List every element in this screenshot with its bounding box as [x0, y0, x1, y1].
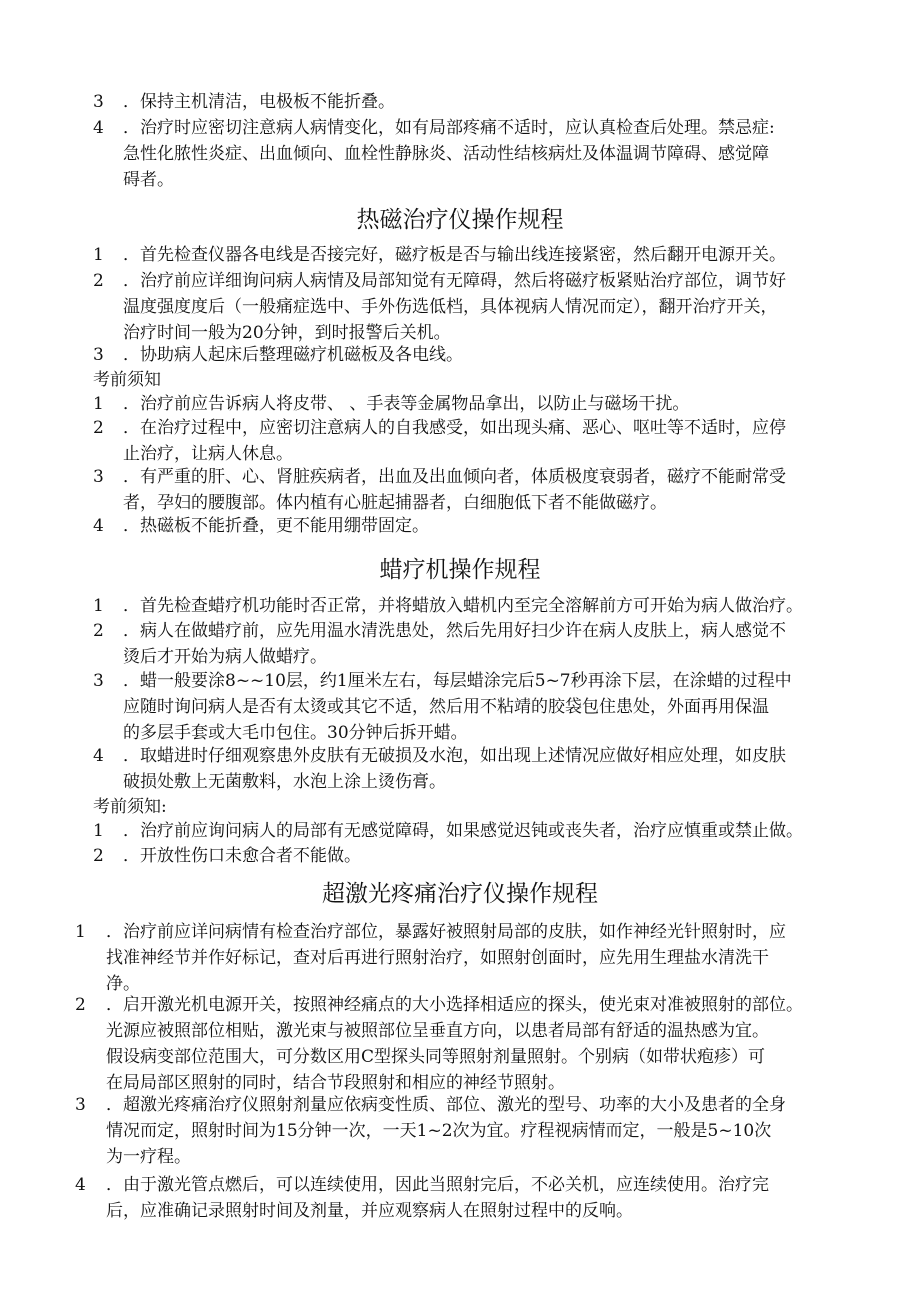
laser-item-2: [75, 992, 815, 1096]
item-number: 3: [93, 92, 107, 112]
item-text: ．超激光疼痛治疗仪照射剂量应依病变性质、部位、激光的型号、功率的大小及患者的全身: [106, 1095, 786, 1115]
item-number: 3: [93, 467, 107, 487]
thermo-item-2: [93, 268, 833, 346]
item-text: 为一疗程。: [106, 1147, 191, 1167]
thermo-note-1: [93, 391, 833, 417]
wax-note-heading: 考前须知:: [93, 797, 167, 817]
item-text: 碍者。: [123, 170, 174, 190]
item-text: ．启开激光机电源开关，按照神经痛点的大小选择相适应的探头，使光束对准被照射的部位。: [106, 995, 803, 1015]
item-text: ．协助病人起床后整理磁疗机磁板及各电线。: [123, 345, 463, 365]
item-number: 3: [75, 1095, 89, 1115]
item-number: 4: [93, 516, 107, 536]
wax-item-3: [93, 668, 833, 746]
item-text: ．治疗时应密切注意病人病情变化，如有局部疼痛不适时，应认真检查后处理。禁忌症:: [123, 118, 775, 138]
laser-item-4: [75, 1172, 815, 1224]
section-title-thermo: 热磁治疗仪操作规程: [356, 207, 564, 233]
item-number: 4: [75, 1175, 89, 1195]
item-text: ．治疗前应询问病人的局部有无感觉障碍，如果感觉迟钝或丧失者，治疗应慎重或禁止做。: [123, 821, 803, 841]
item-number: 1: [93, 245, 107, 265]
wax-item-1: [93, 593, 833, 619]
item-text: 在局局部区照射的同时，结合节段照射和相应的神经节照射。: [106, 1073, 565, 1093]
item-text: 者，孕妇的腰腹部。体内植有心脏起捕器者，白细胞低下者不能做磁疗。: [123, 493, 667, 513]
top-item-3: [93, 89, 833, 115]
item-text: ．保持主机清洁，电极板不能折叠。: [123, 92, 395, 112]
item-text: 假设病变部位范围大，可分数区用C型探头同等照射剂量照射。个别病（如带状疱疹）可: [106, 1047, 766, 1067]
item-text: ．开放性伤口未愈合者不能做。: [123, 846, 361, 866]
item-text: ．取蜡进时仔细观察患外皮肤有无破损及水泡，如出现上述情况应做好相应处理，如皮肤: [123, 746, 786, 766]
item-text: ．治疗前应详细询问病人病情及局部知觉有无障碍，然后将磁疗板紧贴治疗部位，调节好: [123, 271, 786, 291]
item-text: ．在治疗过程中，应密切注意病人的自我感受，如出现头痛、恶心、呕吐等不适时，应停: [123, 418, 786, 438]
item-number: 2: [93, 621, 107, 641]
thermo-item-3: [93, 342, 833, 368]
item-number: 3: [93, 671, 107, 691]
item-number: 3: [93, 345, 107, 365]
item-text: ．由于激光管点燃后，可以连续使用，因此当照射完后，不必关机，应连续使用。治疗完: [106, 1175, 769, 1195]
item-number: 1: [93, 394, 107, 414]
laser-item-3: [75, 1092, 815, 1170]
item-text: 温度强度度后（一般痛症选中、手外伤选低档，具体视病人情况而定），翻开治疗开关，: [123, 297, 778, 317]
item-text: 止治疗，让病人休息。: [123, 444, 293, 464]
item-text: ．蜡一般要涂8~~10层，约1厘米左右，每层蜡涂完后5~7秒再涂下层，在涂蜡的过程中: [123, 671, 792, 691]
item-number: 2: [93, 846, 107, 866]
item-text: ．有严重的肝、心、肾脏疾病者，出血及出血倾向者，体质极度衰弱者，磁疗不能耐常受: [123, 467, 786, 487]
item-text: 后，应准确记录照射时间及剂量，并应观察病人在照射过程中的反响。: [106, 1201, 633, 1221]
section-title-laser: 超激光疼痛治疗仪操作规程: [322, 881, 598, 907]
item-number: 4: [93, 746, 107, 766]
item-text: 急性化脓性炎症、出血倾向、血栓性静脉炎、活动性结核病灶及体温调节障碍、感觉障: [123, 144, 769, 164]
item-text: ．治疗前应告诉病人将皮带、 、手表等金属物品拿出，以防止与磁场干扰。: [123, 394, 690, 414]
item-text: 情况而定，照射时间为15分钟一次，一天1~2次为宜。疗程视病情而定，一般是5~10次: [106, 1121, 772, 1141]
item-text: 光源应被照部位相贴，激光束与被照部位呈垂直方向，以患者局部有舒适的温热感为宜。: [106, 1021, 769, 1041]
thermo-note-4: [93, 513, 833, 539]
item-text: 应随时询问病人是否有太烫或其它不适，然后用不粘靖的胶袋包住患处，外面再用保温: [123, 697, 769, 717]
wax-note-1: [93, 818, 833, 844]
thermo-note-3: [93, 464, 833, 516]
item-text: 烫后才开始为病人做蜡疗。: [123, 647, 327, 667]
item-text: 破损处敷上无菌敷料，水泡上涂上烫伤膏。: [123, 772, 446, 792]
item-number: 4: [93, 118, 107, 138]
item-number: 2: [75, 995, 89, 1015]
item-text: ．首先检查蜡疗机功能时否正常，并将蜡放入蜡机内至完全溶解前方可开始为病人做治疗。: [123, 596, 803, 616]
item-number: 1: [93, 596, 107, 616]
item-text: ．病人在做蜡疗前，应先用温水清洗患处，然后先用好扫少许在病人皮肤上，病人感觉不: [123, 621, 786, 641]
thermo-note-heading: 考前须知: [93, 370, 161, 390]
item-text: ．热磁板不能折叠，更不能用绷带固定。: [123, 516, 429, 536]
item-number: 2: [93, 271, 107, 291]
wax-item-4: [93, 743, 833, 795]
section-title-wax: 蜡疗机操作规程: [379, 557, 541, 583]
item-text: 治疗时间一般为20分钟，到时报警后关机。: [123, 323, 451, 343]
top-item-4: [93, 115, 833, 193]
laser-item-1: [75, 919, 815, 997]
item-number: 2: [93, 418, 107, 438]
wax-item-2: [93, 618, 833, 670]
item-text: 找准神经节并作好标记，查对后再进行照射治疗，如照射创面时，应先用生理盐水清洗干: [106, 948, 769, 968]
item-text: ．首先检查仪器各电线是否接完好，磁疗板是否与输出线连接紧密，然后翻开电源开关。: [123, 245, 786, 265]
thermo-item-1: [93, 242, 833, 268]
thermo-note-2: [93, 415, 833, 467]
item-text: 净。: [106, 974, 140, 994]
wax-note-2: [93, 843, 833, 869]
item-number: 1: [93, 821, 107, 841]
item-number: 1: [75, 922, 89, 942]
item-text: ．治疗前应详问病情有检查治疗部位，暴露好被照射局部的皮肤，如作神经光针照射时，应: [106, 922, 786, 942]
item-text: 的多层手套或大毛巾包住。30分钟后拆开蜡。: [123, 723, 468, 743]
